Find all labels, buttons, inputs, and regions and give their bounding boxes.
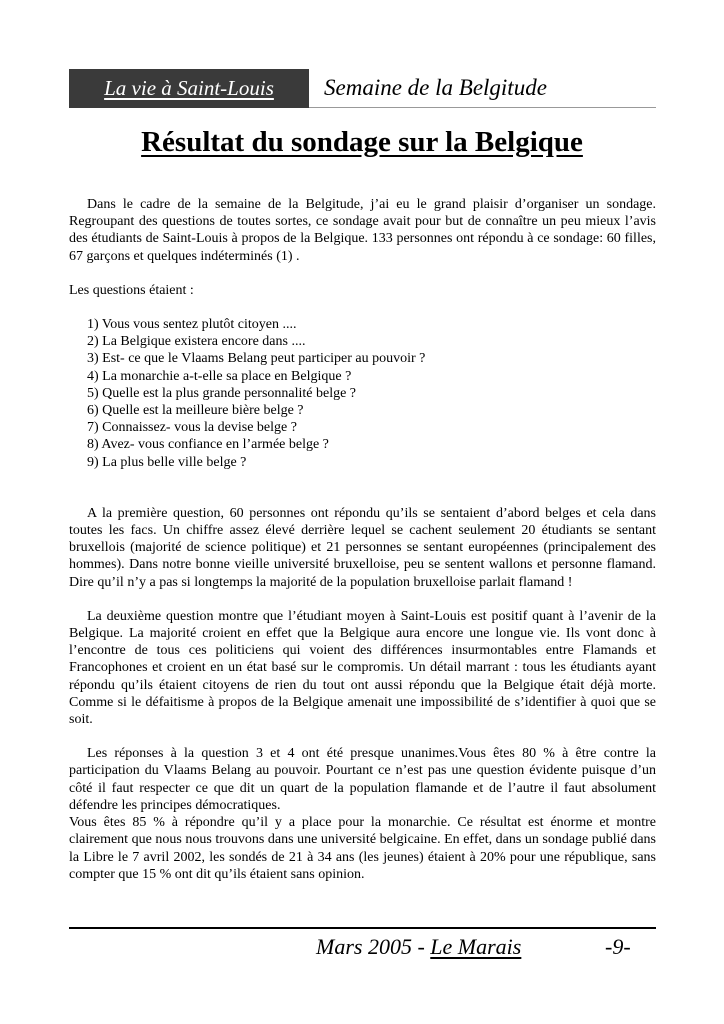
article-title: Résultat du sondage sur la Belgique — [141, 126, 583, 158]
questions-heading: Les questions étaient : — [69, 282, 194, 298]
question-item: 2) La Belgique existera encore dans .... — [87, 334, 306, 350]
magazine-name: Le Marais — [430, 934, 522, 959]
section-label: La vie à Saint-Louis — [104, 76, 274, 100]
page-number: -9- — [605, 934, 631, 959]
header-divider — [309, 107, 656, 108]
questions-list — [69, 316, 656, 471]
paragraph-question-3-4: Les réponses à la question 3 et 4 ont été presque unanimes.Vous êtes 80 % à être contre la participation du Vlaams Belang au pouvoir. Pourtant ce n’est pas une question évidente puisque d’un côté il faut respecter ce que dit un quart de la population flamande et de l’autre il faut absolument défendre les principes démocratiques. — [69, 746, 656, 813]
paragraph-monarchy: Vous êtes 85 % à répondre qu’il y a place pour la monarchie. Ce résultat est énorme et montre clairement que nous nous trouvons dans une université belgicaine. En effet, dans un sondage publié dans la Libre le 7 avril 2002, les sondés de 21 à 34 ans (les jeunes) étaient à 20% pour une république, sans compter que 15 % ont dit qu’ils étaient sans opinion. — [69, 815, 656, 882]
question-item: 8) Avez- vous confiance en l’armée belge ? — [87, 437, 329, 453]
header-subtitle: Semaine de la Belgitude — [324, 75, 547, 100]
question-item: 9) La plus belle ville belge ? — [87, 454, 247, 470]
section-tab — [69, 69, 309, 108]
footer-date: Mars 2005 - — [316, 934, 431, 959]
paragraph-question-1: A la première question, 60 personnes ont répondu qu’ils se sentaient d’abord belges et cela dans toutes les facs. Un chiffre assez élevé derrière lequel se cachent seulement 20 étudiants se sentant bruxellois (majorité de science politique) et 21 personnes se sentant européennes (principalement des hommes). Dans notre bonne vieille université bruxelloise, peu se sentent wallons et personne flamand. Dire qu’il n’y a pas si longtemps la majorité de la population bruxelloise parlait flamand ! — [69, 505, 656, 590]
footer-divider — [69, 927, 656, 929]
question-item: 5) Quelle est la plus grande personnalité belge ? — [87, 385, 357, 401]
question-item: 1) Vous vous sentez plutôt citoyen .... — [87, 317, 297, 333]
question-item: 3) Est- ce que le Vlaams Belang peut participer au pouvoir ? — [87, 351, 426, 367]
intro-paragraph: Dans le cadre de la semaine de la Belgitude, j’ai eu le grand plaisir d’organiser un sondage. Regroupant des questions de toutes sortes, ce sondage avait pour but de connaître un peu mieux l’avis des étudiants de Saint-Louis à propos de la Belgique. 133 personnes ont répondu à ce sondage: 60 filles, 67 garçons et quelques indéterminés (1) . — [69, 197, 656, 264]
question-item: 6) Quelle est la meilleure bière belge ? — [87, 403, 304, 419]
article-body — [69, 196, 656, 883]
footer-issue — [316, 934, 521, 960]
page-header — [69, 69, 656, 109]
question-item: 4) La monarchie a-t-elle sa place en Belgique ? — [87, 368, 352, 384]
paragraph-question-2: La deuxième question montre que l’étudiant moyen à Saint-Louis est positif quant à l’avenir de la Belgique. La majorité croient en effet que la Belgique aura encore une longue vie. Ils vont donc à l’encontre de tous ces politiciens qui voient des différences insurmontables entre Flamands et Francophones et croient en un état basé sur le compromis. Un détail marrant : tous les étudiants ayant répondu qu’ils étaient citoyens de rien du tout ont aussi répondu que la Belgique était déjà morte. Comme si le défaitisme à propos de la Belgique amenait une impossibilité de s’identifier à quoi que se soit. — [69, 608, 656, 728]
question-item: 7) Connaissez- vous la devise belge ? — [87, 420, 297, 436]
